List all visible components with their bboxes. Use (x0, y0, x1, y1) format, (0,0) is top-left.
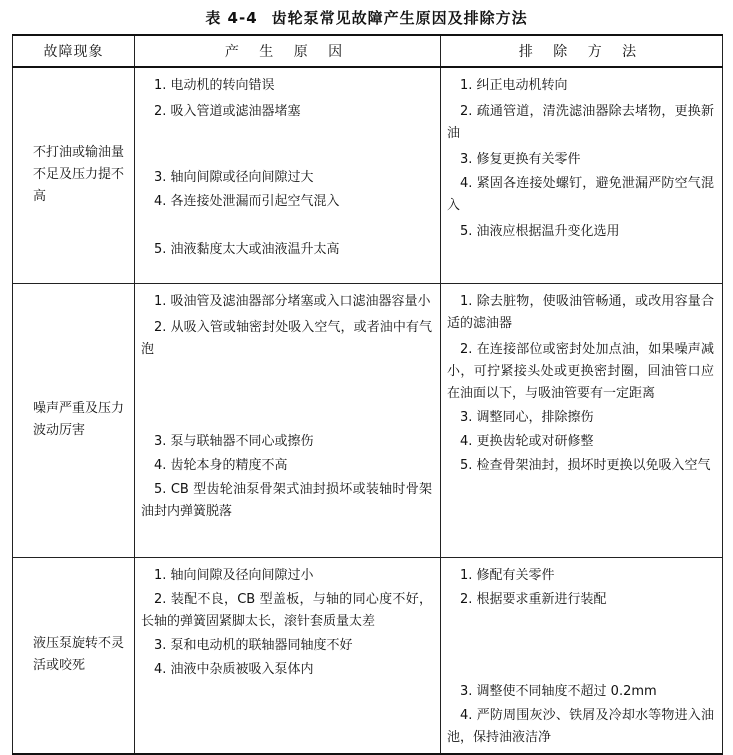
cause-item: 2. 吸入管道或滤油器堵塞 (154, 104, 301, 119)
cause-item: 4. 油液中杂质被吸入泵体内 (154, 661, 314, 677)
remedy-item: 2. 疏通管道，清洗滤油器除去堵物，更换新油 (447, 104, 714, 141)
cause-cell (135, 557, 441, 754)
fault-table (12, 34, 723, 755)
symptom-cell: 液压泵旋转不灵活或咬死 (13, 557, 135, 754)
header-symptom: 故障现象 (13, 35, 135, 67)
cause-item: 1. 吸油管及滤油器部分堵塞或入口滤油器容量小 (154, 293, 431, 309)
remedy-cell (441, 283, 723, 557)
cause-item: 4. 各连接处泄漏而引起空气混入 (154, 194, 340, 209)
table-title (0, 5, 733, 31)
remedy-item: 3. 修复更换有关零件 (460, 152, 581, 167)
remedy-cell (441, 67, 723, 283)
remedy-item: 4. 紧固各连接处螺钉，避免泄漏严防空气混入 (447, 176, 714, 213)
remedy-item: 3. 调整使不同轴度不超过 0.2mm (460, 683, 657, 699)
remedy-item: 5. 油液应根据温升变化选用 (460, 224, 620, 239)
cause-item: 3. 轴向间隙或径向间隙过大 (154, 170, 314, 185)
cause-item: 2. 装配不良，CB 型盖板，与轴的同心度不好，长轴的弹簧固紧脚太长，滚针套质量太差 (141, 591, 432, 629)
cause-item: 4. 齿轮本身的精度不高 (154, 457, 288, 473)
remedy-item: 4. 更换齿轮或对研修整 (460, 433, 594, 449)
table-row (13, 67, 723, 283)
remedy-item: 1. 修配有关零件 (460, 567, 555, 583)
table-row (13, 283, 723, 557)
remedy-item: 2. 根据要求重新进行装配 (460, 591, 607, 607)
cause-item: 5. 油液黏度太大或油液温升太高 (154, 242, 340, 257)
symptom-cell: 不打油或输油量不足及压力提不高 (13, 67, 135, 283)
remedy-item: 5. 检查骨架油封，损坏时更换以免吸入空气 (460, 457, 711, 473)
table-number: 表 4-4 (205, 9, 258, 27)
remedy-item: 2. 在连接部位或密封处加点油，如果噪声减小，可拧紧接头处或更换密封圈，回油管口应在油面以下，与吸油管要有一定距离 (447, 341, 714, 401)
remedy-item: 3. 调整同心，排除擦伤 (460, 409, 594, 425)
cause-cell (135, 67, 441, 283)
remedy-cell (441, 557, 723, 754)
cause-item: 2. 从吸入管或轴密封处吸入空气，或者油中有气泡 (141, 319, 432, 357)
header-row (13, 35, 723, 67)
cause-item: 1. 电动机的转向错误 (154, 78, 275, 93)
remedy-item: 4. 严防周围灰沙、铁屑及冷却水等物进入油池，保持油液洁净 (447, 707, 714, 745)
header-remedy: 排 除 方 法 (441, 35, 723, 67)
cause-item: 1. 轴向间隙及径向间隙过小 (154, 567, 314, 583)
cause-cell (135, 283, 441, 557)
table-row (13, 557, 723, 754)
cause-item: 3. 泵和电动机的联轴器同轴度不好 (154, 637, 353, 653)
symptom-cell: 噪声严重及压力波动厉害 (13, 283, 135, 557)
remedy-item: 1. 纠正电动机转向 (460, 78, 568, 93)
remedy-item: 1. 除去脏物，使吸油管畅通，或改用容量合适的滤油器 (447, 293, 714, 331)
header-cause: 产 生 原 因 (135, 35, 441, 67)
cause-item: 3. 泵与联轴器不同心或擦伤 (154, 433, 314, 449)
cause-item: 5. CB 型齿轮油泵骨架式油封损坏或装轴时骨架油封内弹簧脱落 (141, 481, 432, 519)
table-caption: 齿轮泵常见故障产生原因及排除方法 (271, 9, 528, 27)
